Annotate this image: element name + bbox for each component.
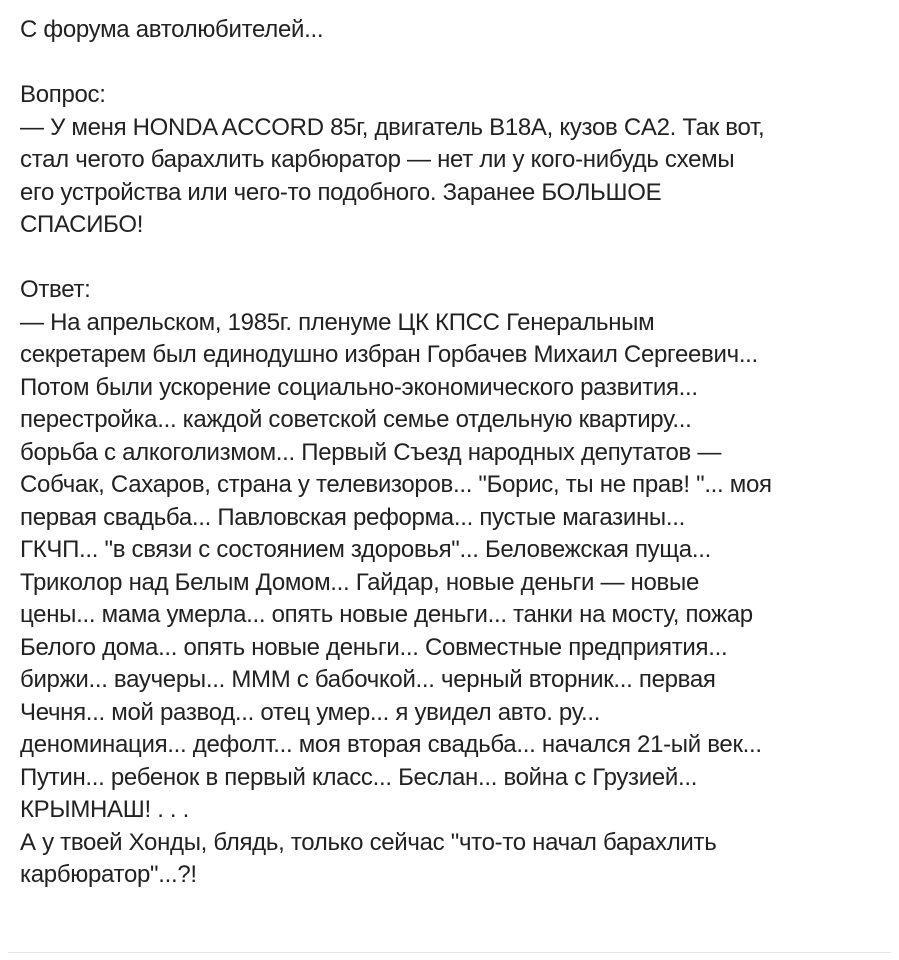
- answer-line: Триколор над Белым Домом... Гайдар, новые деньги — новые: [20, 568, 699, 596]
- answer-line: первая свадьба... Павловская реформа... пустые магазины...: [20, 503, 685, 531]
- answer-line: карбюратор"...?!: [20, 861, 197, 888]
- answer-line: секретарем был единодушно избран Горбачев Михаил Сергеевич...: [20, 341, 758, 368]
- paragraph-gap: [20, 242, 881, 275]
- answer-line: ГКЧП... "в связи с состоянием здоровья"... Беловежская пуща...: [20, 536, 711, 563]
- question-text: [20, 112, 881, 242]
- answer-text: [20, 307, 881, 892]
- paragraph-gap: [20, 47, 881, 80]
- post-intro: С форума автолюбителей...: [20, 16, 324, 43]
- answer-line: Потом были ускорение социально-экономического развития...: [20, 373, 698, 401]
- answer-line: цены... мама умерла... опять новые деньги... танки на мосту, пожар: [20, 601, 753, 628]
- answer-line: Белого дома... опять новые деньги... Совместные предприятия...: [20, 633, 728, 661]
- answer-line: Чечня... мой развод... отец умер... я увидел авто. ру...: [20, 698, 601, 726]
- bottom-divider: [8, 952, 891, 953]
- answer-line: деноминация... дефолт... моя вторая свадьба... начался 21-ый век...: [20, 731, 762, 758]
- answer-line: А у твоей Хонды, блядь, только сейчас "что-то начал барахлить: [20, 828, 717, 856]
- answer-line: перестройка... каждой советской семье отдельную квартиру...: [20, 406, 692, 433]
- question-line: его устройства или чего-то подобного. Заранее БОЛЬШОЕ: [20, 178, 662, 206]
- answer-label: Ответ:: [20, 276, 91, 303]
- answer-line: борьба с алкоголизмом... Первый Съезд народных депутатов —: [20, 438, 722, 466]
- answer-line: Собчак, Сахаров, страна у телевизоров... "Борис, ты не прав! "... моя: [20, 471, 772, 498]
- question-line: СПАСИБО!: [20, 211, 144, 238]
- answer-line: Путин... ребенок в первый класс... Беслан... война с Грузией...: [20, 763, 698, 791]
- answer-line: биржи... ваучеры... МММ с бабочкой... черный вторник... первая: [20, 666, 716, 693]
- question-label: Вопрос:: [20, 81, 106, 108]
- answer-line: КРЫМНАШ! . . .: [20, 796, 190, 823]
- question-line: — У меня HONDA ACCORD 85г, двигатель B18A, кузов CA2. Так вот,: [20, 113, 765, 141]
- question-line: стал чегото барахлить карбюратор — нет ли у кого-нибудь схемы: [20, 146, 735, 173]
- answer-line: — На апрельском, 1985г. пленуме ЦК КПСС Генеральным: [20, 308, 655, 336]
